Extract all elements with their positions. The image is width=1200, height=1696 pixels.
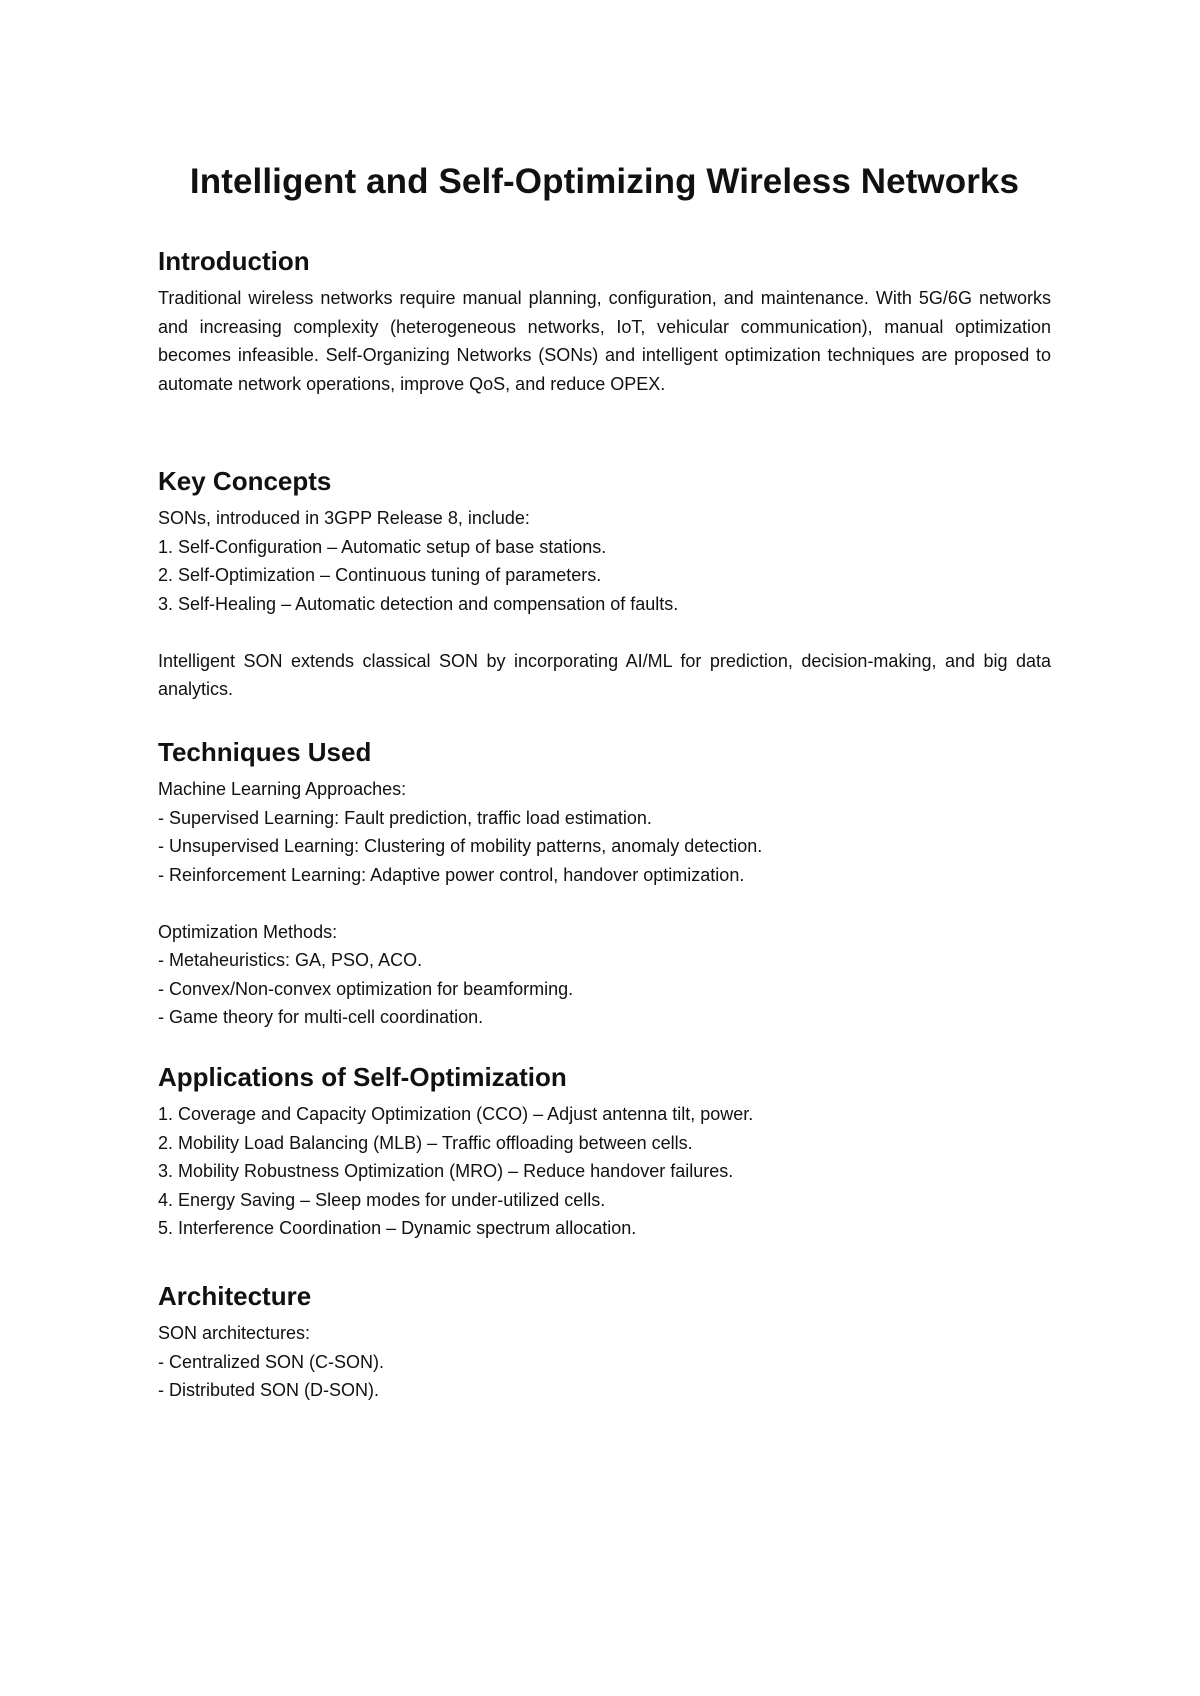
key-concepts-intro: SONs, introduced in 3GPP Release 8, include: bbox=[158, 508, 530, 528]
section-architecture bbox=[158, 1279, 1051, 1405]
list-item: 3. Self-Healing – Automatic detection and compensation of faults. bbox=[158, 593, 679, 614]
section-heading-introduction: Introduction bbox=[158, 246, 310, 276]
paragraph-gap bbox=[158, 618, 1051, 647]
section-key-concepts bbox=[158, 464, 1051, 704]
list-item: - Unsupervised Learning: Clustering of mobility patterns, anomaly detection. bbox=[158, 836, 763, 856]
key-concepts-paragraph: Intelligent SON extends classical SON by incorporating AI/ML for prediction, decision-making, and big data analytics. bbox=[158, 650, 1051, 699]
document-title: Intelligent and Self-Optimizing Wireless Networks bbox=[189, 162, 1020, 201]
list-item: - Convex/Non-convex optimization for beamforming. bbox=[158, 978, 574, 999]
list-item: 5. Interference Coordination – Dynamic spectrum allocation. bbox=[158, 1218, 637, 1238]
section-heading-key-concepts: Key Concepts bbox=[158, 466, 332, 496]
optimization-methods-intro: Optimization Methods: bbox=[158, 921, 338, 942]
section-techniques bbox=[158, 735, 1051, 1032]
section-introduction bbox=[158, 244, 1051, 398]
section-heading-applications: Applications of Self-Optimization bbox=[158, 1062, 567, 1092]
ml-approaches-intro: Machine Learning Approaches: bbox=[158, 779, 407, 799]
list-item: 1. Coverage and Capacity Optimization (CCO) – Adjust antenna tilt, power. bbox=[158, 1104, 754, 1124]
architecture-intro: SON architectures: bbox=[158, 1323, 311, 1343]
list-item: 2. Mobility Load Balancing (MLB) – Traffic offloading between cells. bbox=[158, 1132, 693, 1153]
list-item: 1. Self-Configuration – Automatic setup of base stations. bbox=[158, 536, 607, 557]
list-item: - Reinforcement Learning: Adaptive power control, handover optimization. bbox=[158, 864, 745, 885]
section-heading-architecture: Architecture bbox=[158, 1281, 312, 1311]
list-item: 4. Energy Saving – Sleep modes for under-utilized cells. bbox=[158, 1189, 606, 1210]
list-item: - Metaheuristics: GA, PSO, ACO. bbox=[158, 950, 423, 970]
list-item: - Centralized SON (C-SON). bbox=[158, 1351, 385, 1372]
list-item: - Supervised Learning: Fault prediction, traffic load estimation. bbox=[158, 807, 652, 828]
list-item: - Game theory for multi-cell coordination. bbox=[158, 1007, 484, 1027]
section-heading-techniques: Techniques Used bbox=[158, 737, 372, 767]
paragraph-gap bbox=[158, 889, 1051, 918]
introduction-paragraph: Traditional wireless networks require manual planning, configuration, and maintenance. With 5G/6G networks and increasing complexity (heterogeneous networks, IoT, vehicular communication), manual optimization becomes infeasible. Self-Organizing Networks (SONs) and intelligent optimization techniques are proposed to automate network operations, improve QoS, and reduce OPEX. bbox=[158, 288, 1051, 394]
list-item: 3. Mobility Robustness Optimization (MRO) – Reduce handover failures. bbox=[158, 1161, 734, 1181]
list-item: 2. Self-Optimization – Continuous tuning of parameters. bbox=[158, 565, 602, 585]
list-item: - Distributed SON (D-SON). bbox=[158, 1380, 380, 1400]
section-applications bbox=[158, 1060, 1051, 1243]
